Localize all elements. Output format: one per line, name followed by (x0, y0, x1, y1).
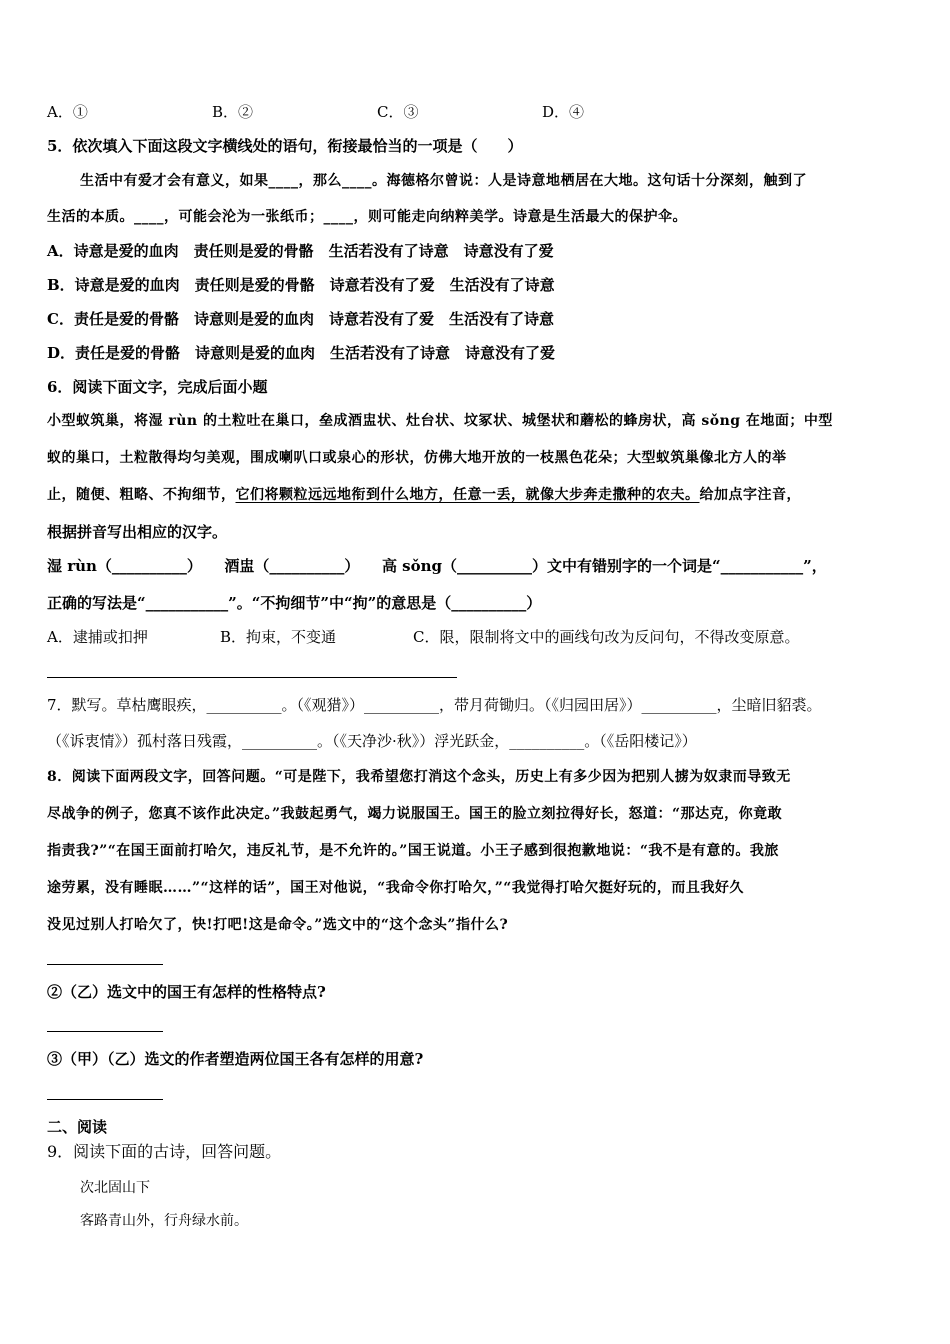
poem-title: 次北固山下 (80, 1180, 150, 1196)
q9-stem: 9．阅读下面的古诗，回答问题。 (47, 1142, 282, 1161)
q6-passage-line3-end: 给加点字注音， (699, 487, 801, 503)
q6-passage-line3-start: 止，随便、粗略、不拘细节， (47, 487, 236, 503)
q6-stem: 6．阅读下面文字，完成后面小题 (47, 378, 268, 396)
q5-option-c: C．责任是爱的骨骼 诗意则是爱的血肉 诗意若没有了爱 生活没有了诗意 (47, 310, 554, 328)
q6-passage-line4: 根据拼音写出相应的汉字。 (47, 523, 228, 541)
q6-option-b: B．拘束，不变通 (220, 628, 337, 646)
q5-stem: 5．依次填入下面这段文字横线处的语句，衔接最恰当的一项是（ ） (47, 137, 523, 155)
q7-line2: （《诉衷情》）孤村落日残霞，__________。（《天净沙·秋》）浮光跃金，__________。（《岳阳楼记》） (47, 732, 697, 750)
q8-line1: 8．阅读下面两段文字，回答问题。“可是陛下，我希望您打消这个念头，历史上有多少因为把别人掳为奴隶而导致无 (47, 769, 791, 785)
q4-option-b: B．② (212, 103, 254, 121)
q5-passage-line2: 生活的本质。____，可能会沦为一张纸币；____，则可能走向纳粹美学。诗意是生活最大的保护伞。 (47, 209, 687, 225)
q4-option-c: C．③ (377, 103, 419, 121)
q8-answer-line-3 (47, 1099, 163, 1100)
q5-option-b: B．诗意是爱的血肉 责任则是爱的骨骼 诗意若没有了爱 生活没有了诗意 (47, 276, 555, 294)
q6-passage-line2: 蚁的巢口，土粒散得均匀美观，围成喇叭口或泉心的形状，仿佛大地开放的一枝黑色花朵；大型蚁筑巢像北方人的举 (47, 450, 787, 466)
q6-fill-line1: 湿 rùn（__________） 酒盅（__________） 高 sǒng（__________）文中有错别字的一个词是“___________”， (47, 557, 827, 575)
q8-answer-line-1 (47, 964, 163, 965)
q8-sub-question-2: ②（乙）选文中的国王有怎样的性格特点? (47, 983, 326, 1001)
q8-sub-question-3: ③（甲）（乙）选文的作者塑造两位国王各有怎样的用意? (47, 1050, 424, 1068)
q6-passage-line1: 小型蚁筑巢，将湿 rùn 的土粒吐在巢口，垒成酒盅状、灶台状、坟冢状、城堡状和蘑松的蜂房状，高 sǒng 在地面；中型 (47, 413, 833, 429)
q5-passage-line1: 生活中有爱才会有意义，如果____，那么____。海德格尔曾说：人是诗意地栖居在大地。这句话十分深刻，触到了 (80, 173, 807, 189)
poem-line-1: 客路青山外，行舟绿水前。 (80, 1213, 248, 1229)
q4-option-d: D．④ (542, 103, 585, 121)
q6-answer-line (47, 677, 457, 678)
q6-option-a: A．逮捕或扣押 (47, 628, 148, 646)
q5-option-a: A．诗意是爱的血肉 责任则是爱的骨骼 生活若没有了诗意 诗意没有了爱 (47, 242, 554, 260)
q7-line1: 7．默写。草枯鹰眼疾，__________。（《观猎》）__________，带月荷锄归。（《归园田居》）__________，尘暗旧貂裘。 (47, 696, 822, 714)
q6-fill-line2: 正确的写法是“___________”。“不拘细节”中“拘”的意思是（__________） (47, 594, 542, 612)
q6-option-c: C．限，限制将文中的画线句改为反问句，不得改变原意。 (413, 628, 800, 646)
q8-answer-line-2 (47, 1031, 163, 1032)
q8-line5: 没见过别人打哈欠了，快!打吧!这是命令。”选文中的“这个念头”指什么? (47, 917, 509, 933)
section-heading-reading: 二、阅读 (47, 1118, 108, 1136)
q6-underlined-sentence: 它们将颗粒远远地衔到什么地方，任意一丢，就像大步奔走撒种的农夫。 (235, 487, 700, 503)
q8-line2: 尽战争的例子，您真不该作此决定。”我鼓起勇气，竭力说服国王。国王的脸立刻拉得好长，怒道：“那达克，你竟敢 (47, 806, 783, 822)
q4-option-a: A．① (47, 103, 88, 121)
q8-line4: 途劳累，没有睡眠……”“这样的话”，国王对他说，“我命令你打哈欠，”“我觉得打哈欠挺好玩的，而且我好久 (47, 880, 744, 896)
q6-passage-line3 (47, 485, 801, 505)
q8-line3: 指责我?”“在国王面前打哈欠，违反礼节，是不允许的。”国王说道。小王子感到很抱歉地说：“我不是有意的。我旅 (47, 843, 779, 859)
q5-option-d: D．责任是爱的骨骼 诗意则是爱的血肉 生活若没有了诗意 诗意没有了爱 (47, 344, 556, 362)
